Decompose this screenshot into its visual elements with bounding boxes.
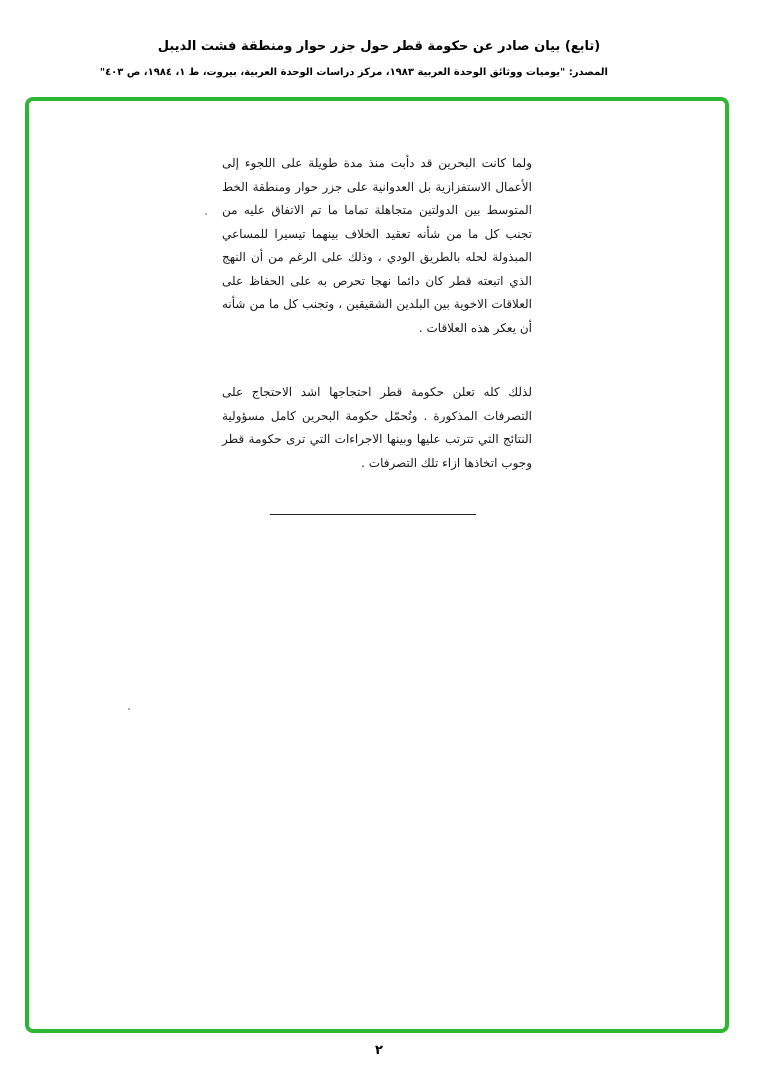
closing-rule bbox=[270, 514, 476, 515]
source-citation: المصدر: "يوميات ووثائق الوحدة العربية ١٩٨٣، مركز دراسات الوحدة العربية، بيروت، ط ١، ١٩٨٤، ص ٤٠٣" bbox=[99, 67, 608, 78]
paragraph-2: لذلك كله تعلن حكومة قطر احتجاجها اشد الاحتجاج على التصرفات المذكورة . وتُحمّل حكومة البحرين كامل مسؤولية النتائج التي تترتب عليها وبينها الاجراءات التي ترى حكومة قطر وجوب اتخاذها ازاء تلك التصرفات . bbox=[222, 385, 532, 470]
page-title: (تابع) بيان صادر عن حكومة قطر حول جزر حوار ومنطقة فشت الديبل bbox=[157, 39, 601, 54]
scan-speck bbox=[205, 213, 207, 215]
page-number: ٢ bbox=[375, 1043, 383, 1058]
paragraph-1: ولما كانت البحرين قد دأبت منذ مدة طويلة على اللجوء إلى الأعمال الاستفزازية بل العدوانية على جزر حوار ومنطقة الخط المتوسط بين الدولتين متجاهلة تماما ما تم الاتفاق عليه من تجنب كل ما من شأنه تعقيد الخلاف بينهما تيسيرا للمساعي المبذولة لحله بالطريق الودي ، وذلك على الرغم من أن النهج الذي اتبعته قطر كان دائما نهجا تحرص به على الحفاظ على العلاقات الاخوية بين البلدين الشقيقين ، وتجنب كل ما من شأنه أن يعكر هذه العلاقات . bbox=[222, 156, 532, 335]
scan-speck bbox=[128, 708, 130, 710]
